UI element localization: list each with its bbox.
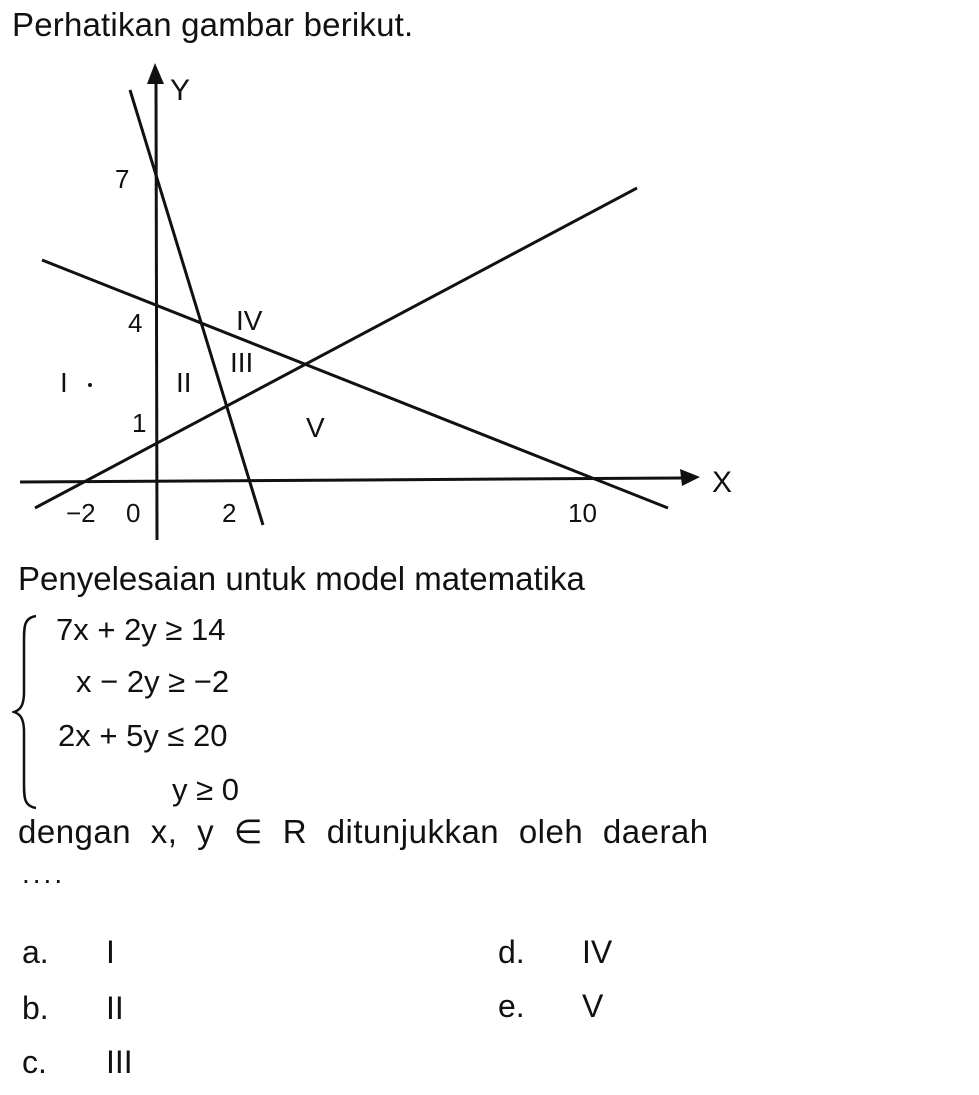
option-d[interactable] — [498, 934, 612, 971]
question-intro: Penyelesaian untuk model matematika — [18, 560, 585, 597]
option-e-text: V — [582, 988, 604, 1024]
line-2x-plus-5y-eq-20 — [42, 260, 668, 508]
region-label-ii: II — [176, 367, 192, 398]
x-tick-10: 10 — [568, 498, 597, 528]
x-axis — [20, 478, 682, 482]
coordinate-graph — [0, 55, 760, 545]
question-title: Perhatikan gambar berikut. — [12, 6, 414, 43]
x-tick-0: 0 — [126, 498, 141, 528]
y-axis-label: Y — [170, 74, 191, 107]
inequality-2: x − 2y ≥ −2 — [76, 664, 230, 699]
option-b[interactable] — [22, 990, 124, 1027]
inequality-3: 2x + 5y ≤ 20 — [58, 718, 228, 753]
region-i-dot — [88, 383, 92, 387]
region-label-iv: IV — [236, 305, 263, 336]
region-label-i: I — [60, 367, 68, 398]
y-axis — [156, 82, 157, 540]
question-tail: dengan x, y ∈ R ditunjukkan oleh daerah — [18, 813, 709, 850]
left-brace-icon — [12, 612, 42, 812]
option-a-text: I — [106, 934, 115, 970]
option-e[interactable] — [498, 988, 603, 1025]
option-e-letter: e. — [498, 988, 525, 1024]
question-ellipsis: .... — [22, 858, 66, 889]
y-axis-arrow-icon — [147, 63, 164, 84]
region-label-v: V — [306, 412, 325, 443]
option-a[interactable] — [22, 934, 115, 971]
option-d-text: IV — [582, 934, 613, 970]
option-b-letter: b. — [22, 990, 49, 1026]
inequality-system — [12, 612, 332, 812]
x-axis-label: X — [712, 466, 733, 499]
option-c[interactable] — [22, 1044, 133, 1081]
inequality-1: 7x + 2y ≥ 14 — [56, 612, 226, 647]
option-a-letter: a. — [22, 934, 49, 970]
option-c-text: III — [106, 1044, 133, 1080]
y-tick-1: 1 — [132, 408, 147, 438]
x-tick-2: 2 — [222, 498, 237, 528]
inequality-4: y ≥ 0 — [172, 772, 239, 807]
y-tick-7: 7 — [115, 164, 130, 194]
x-tick-neg2: −2 — [66, 498, 96, 528]
option-b-text: II — [106, 990, 124, 1026]
option-d-letter: d. — [498, 934, 525, 970]
x-axis-arrow-icon — [680, 469, 700, 486]
y-tick-4: 4 — [128, 308, 143, 338]
region-label-iii: III — [230, 347, 254, 378]
option-c-letter: c. — [22, 1044, 47, 1080]
